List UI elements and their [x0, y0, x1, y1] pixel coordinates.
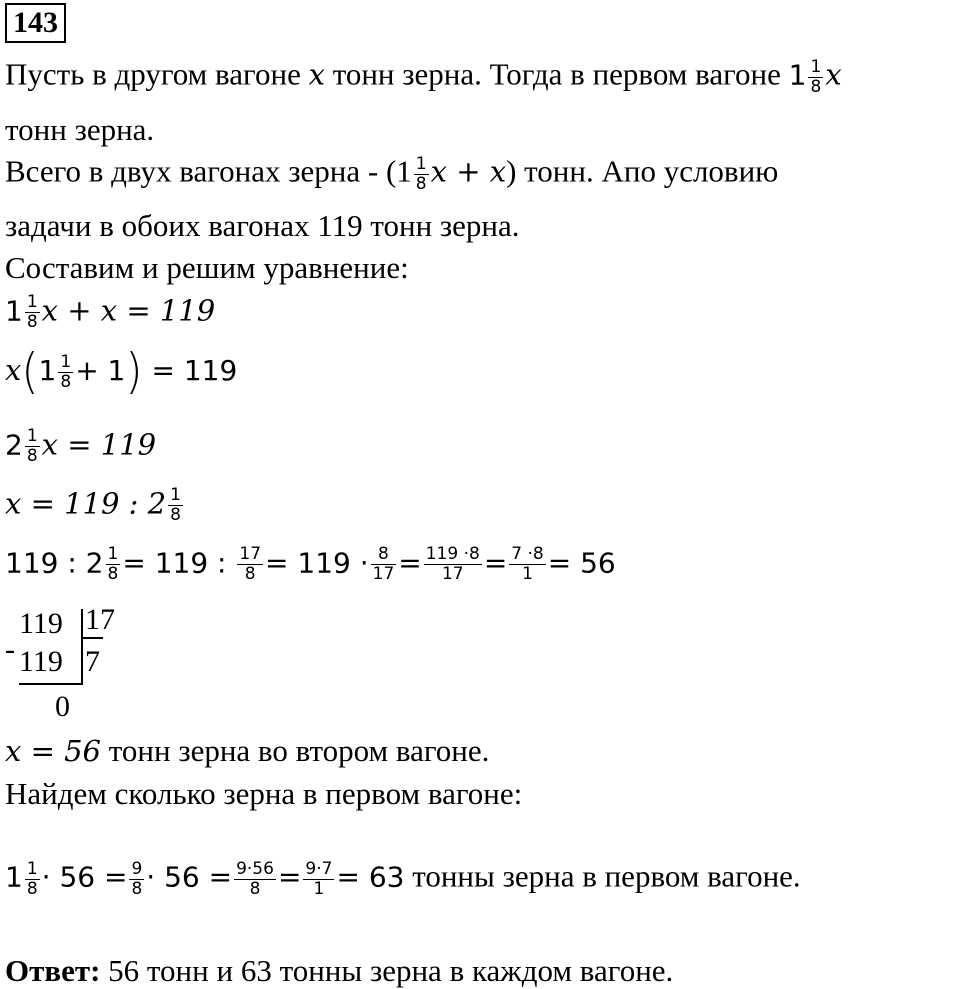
fraction: $\frac{1}{8}$: [810, 57, 822, 97]
result-line-1: [5, 735, 489, 766]
text: Всего в двух вагонах зерна - (1: [5, 153, 412, 189]
text-line-2: тонн зерна.: [5, 112, 155, 147]
equation-4: x = 119 : 2 $\frac{1}{8}$: [5, 485, 181, 525]
answer-text: 56 тонн и 63 тонны зерна в каждом вагоне.: [108, 953, 674, 988]
x-value: x = 56: [5, 734, 101, 768]
divisor: 17: [85, 603, 115, 636]
answer-label: Ответ:: [5, 953, 101, 988]
equation-5: 119 : 2 $\frac{1}{8}$ = 119 : $\frac{17}{8}$ = 119 · $\frac{8}{17}$ = $\frac{119 \cdot 8}{17}$ = $\frac{7 \cdot 8}{1}$ = 56: [5, 544, 616, 584]
remainder: 0: [55, 690, 70, 723]
quotient: 7: [85, 645, 100, 678]
text: ) тонн. Апо условию: [506, 153, 779, 189]
variable-x: x: [308, 57, 325, 92]
variable-x: x: [825, 57, 842, 92]
text-line-1: [5, 58, 842, 97]
dividend: 119: [19, 607, 63, 640]
problem-number: 143: [5, 3, 66, 43]
expression: x + x: [430, 154, 507, 189]
text-line-5: Составим и решим уравнение:: [5, 250, 409, 285]
equation-1: 1 $\frac{1}{8}$ x + x = 119: [5, 292, 216, 332]
text: Пусть в другом вагоне: [5, 56, 301, 92]
subtraction-line: [19, 683, 81, 685]
equation-3: 2 $\frac{1}{8}$ x = 119: [5, 426, 157, 466]
long-division: [5, 605, 135, 725]
text-line-4: задачи в обоих вагонах 119 тонн зерна.: [5, 208, 520, 243]
division-divisor-line: [81, 637, 103, 639]
fraction: $\frac{1}{8}$: [415, 154, 427, 194]
text: тонн зерна во втором вагоне.: [108, 733, 490, 768]
result-line-2: Найдем сколько зерна в первом вагоне:: [5, 776, 523, 811]
subtrahend: 119: [19, 645, 63, 678]
whole-number: 1: [788, 58, 807, 92]
text-line-3: [5, 155, 778, 194]
final-computation: 1 $\frac{1}{8}$ · 56 = $\frac{9}{8}$ · 56 = $\frac{9\cdot 56}{8}$ = $\frac{9\cdot 7}{1}$ = 63 тонны зерна в первом вагоне.: [5, 858, 801, 899]
division-vertical-line: [81, 609, 83, 685]
text: тонн зерна. Тогда в первом вагоне: [332, 56, 781, 92]
answer-line: [5, 955, 673, 986]
minus-sign: -: [5, 633, 15, 666]
text: тонны зерна в первом вагоне.: [412, 858, 801, 894]
equation-2: x(1 $\frac{1}{8}$ + 1) = 119: [5, 343, 238, 400]
